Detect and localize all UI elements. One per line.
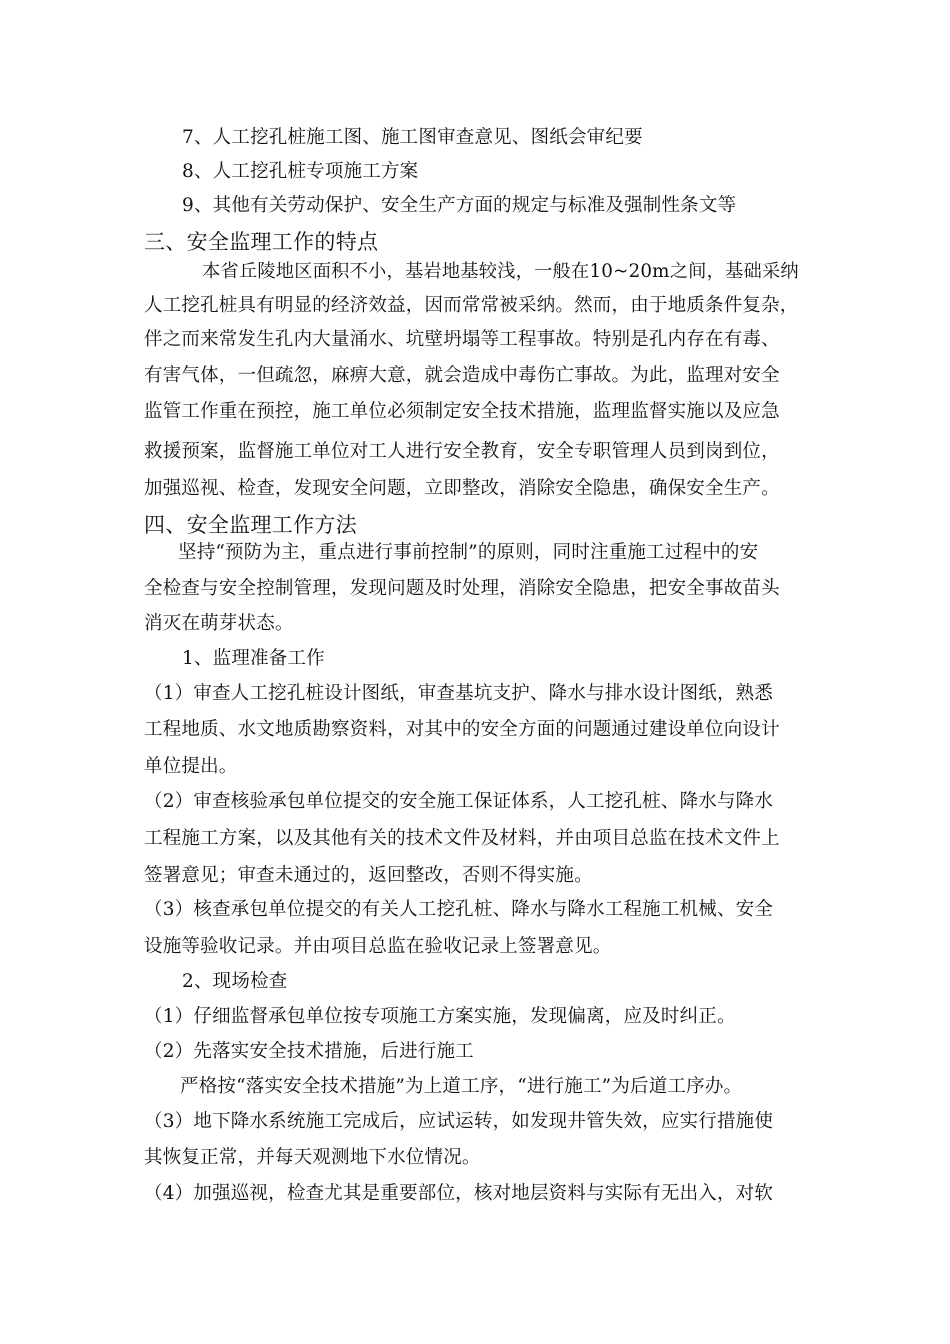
section-4-intro-line: 消灭在萌芽状态。 [144,613,294,634]
paragraph-2-line: （2）审查核验承包单位提交的安全施工保证体系，人工挖孔桩、降水与降水 [144,791,774,812]
list-item-7: 7、人工挖孔桩施工图、施工图审查意见、图纸会审纪要 [182,127,643,148]
check-item-2-detail: 严格按“落实安全技术措施”为上道工序，“进行施工”为后道工序办。 [180,1076,743,1097]
paragraph-1-line: 单位提出。 [144,756,238,777]
check-item-2: （2）先落实安全技术措施，后进行施工 [144,1041,474,1062]
paragraph-2-line: 工程施工方案，以及其他有关的技术文件及材料，并由项目总监在技术文件上 [144,828,780,849]
section-4-intro-line: 全检查与安全控制管理，发现问题及时处理，消除安全隐患，把安全事故苗头 [144,578,780,599]
check-item-1: （1）仔细监督承包单位按专项施工方案实施，发现偏离，应及时纠正。 [144,1006,736,1027]
section-3-line: 救援预案，监督施工单位对工人进行安全教育，安全专职管理人员到岗到位， [144,441,780,462]
section-3-heading: 三、安全监理工作的特点 [144,230,379,254]
section-3-line: 伴之而来常发生孔内大量涌水、坑壁坍塌等工程事故。特别是孔内存在有毒、 [144,329,780,350]
check-item-3-line: 其恢复正常，并每天观测地下水位情况。 [144,1147,481,1168]
paragraph-3-line: 设施等验收记录。并由项目总监在验收记录上签署意见。 [144,936,612,957]
section-4-intro-line: 坚持“预防为主，重点进行事前控制”的原则，同时注重施工过程中的安 [178,542,759,563]
subsection-2-title: 2、现场检查 [182,971,288,992]
paragraph-2-line: 签署意见；审查未通过的，返回整改，否则不得实施。 [144,865,593,886]
section-3-line: 加强巡视、检查，发现安全问题，立即整改，消除安全隐患，确保安全生产。 [144,478,780,499]
paragraph-1-line: （1）审查人工挖孔桩设计图纸，审查基坑支护、降水与排水设计图纸，熟悉 [144,683,774,704]
check-item-4: （4）加强巡视，检查尤其是重要部位，核对地层资料与实际有无出入，对软 [144,1183,774,1204]
section-3-line: 本省丘陵地区面积不小，基岩地基较浅，一般在10~20m之间，基础采纳 [202,261,799,282]
paragraph-3-line: （3）核查承包单位提交的有关人工挖孔桩、降水与降水工程施工机械、安全 [144,899,774,920]
subsection-1-title: 1、监理准备工作 [182,648,325,669]
section-3-line: 有害气体，一但疏忽，麻痹大意，就会造成中毒伤亡事故。为此，监理对安全 [144,365,780,386]
check-item-3-line: （3）地下降水系统施工完成后，应试运转，如发现井管失效，应实行措施使 [144,1111,774,1132]
list-item-9: 9、其他有关劳动保护、安全生产方面的规定与标准及强制性条文等 [182,195,737,216]
section-3-line: 人工挖孔桩具有明显的经济效益，因而常常被采纳。然而，由于地质条件复杂， [144,295,799,316]
paragraph-1-line: 工程地质、水文地质勘察资料，对其中的安全方面的问题通过建设单位向设计 [144,719,780,740]
list-item-8: 8、人工挖孔桩专项施工方案 [182,161,419,182]
section-3-line: 监管工作重在预控，施工单位必须制定安全技术措施，监理监督实施以及应急 [144,401,780,422]
section-4-heading: 四、安全监理工作方法 [144,513,357,537]
